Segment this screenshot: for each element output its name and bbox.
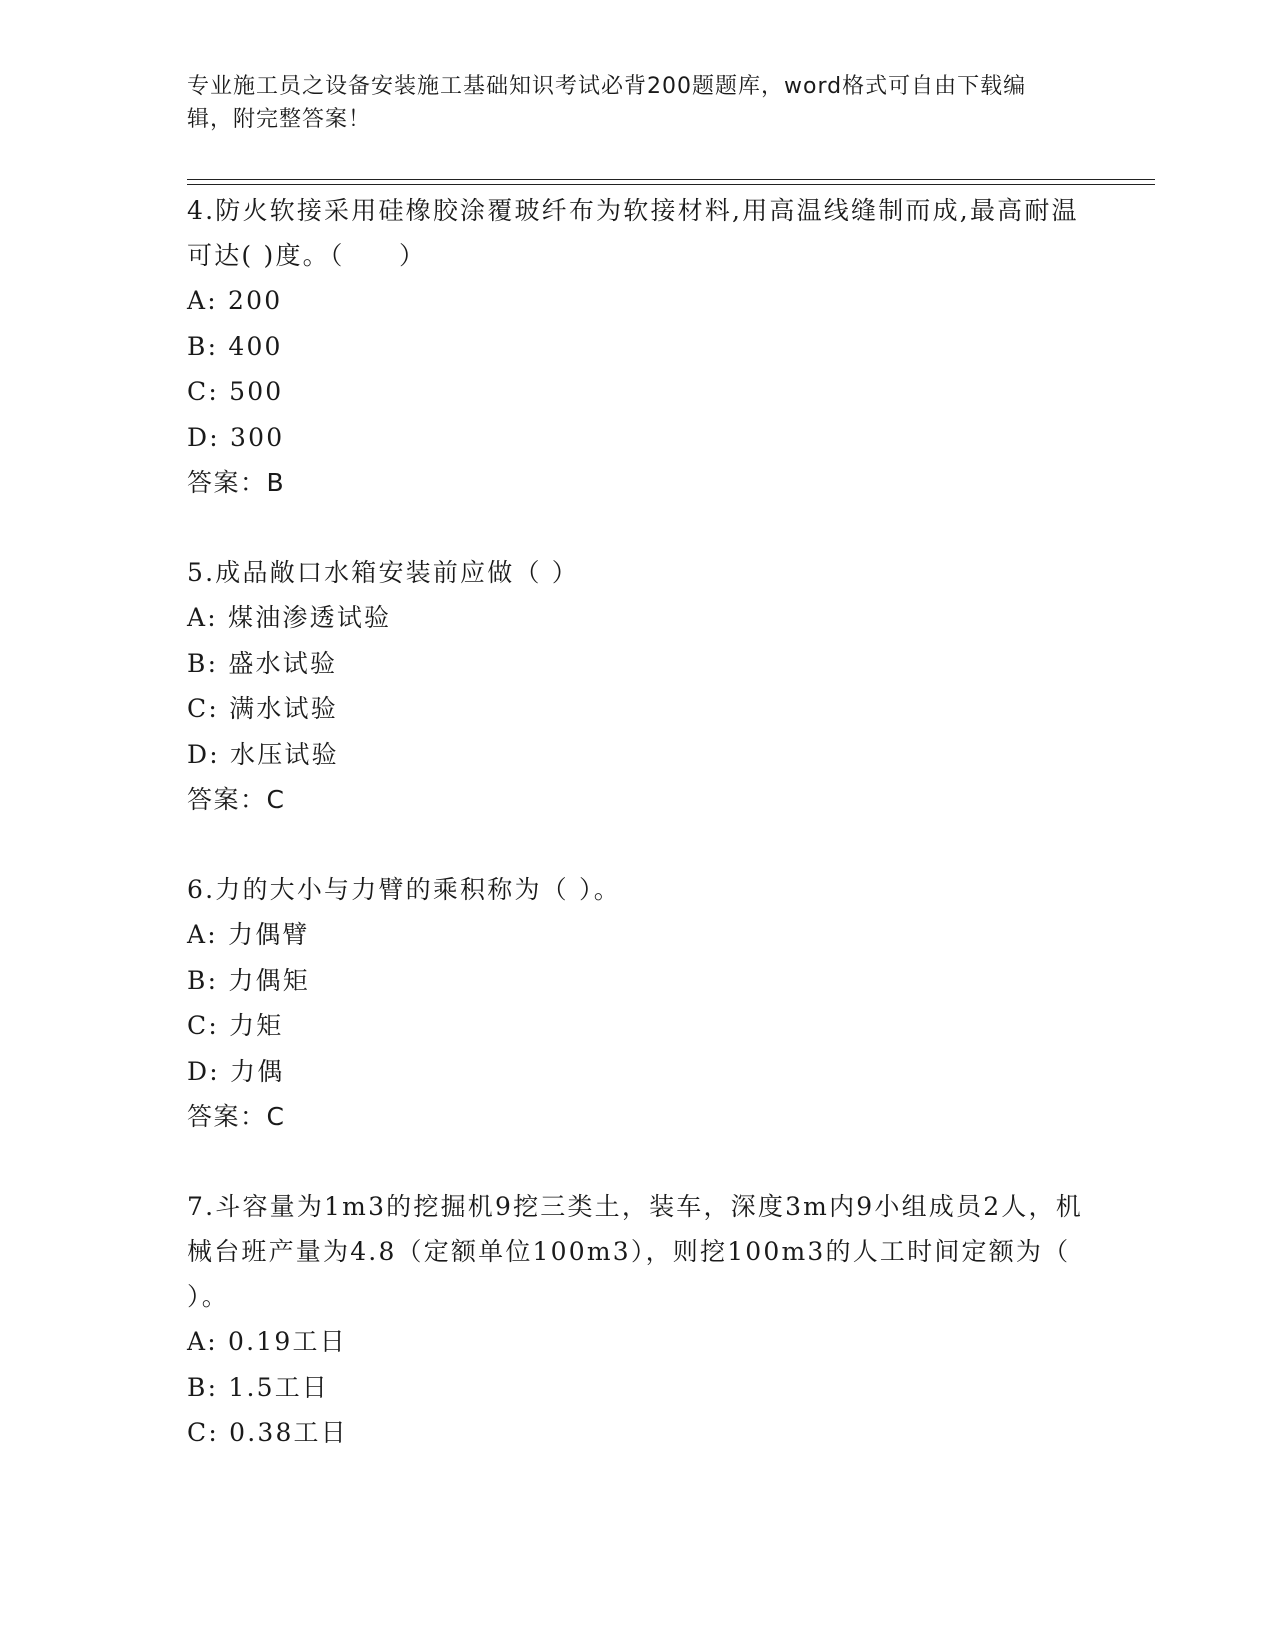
document-header: 专业施工员之设备安装施工基础知识考试必背200题题库，word格式可自由下载编辑，附完整答案！ [187,74,1027,132]
question-item [187,867,1087,1139]
question-item [187,188,1087,505]
option-a: A: 0.19工日 [187,1327,347,1356]
option-a: A: 力偶臂 [187,920,310,949]
option-a: A: 200 [187,286,283,315]
header-rule-bottom [187,184,1155,185]
option-d: D: 300 [187,422,285,452]
option-b: B: 盛水试验 [187,648,338,678]
option-a: A: 煤油渗透试验 [187,603,392,632]
option-c: C: 满水试验 [187,694,338,723]
option-b: B: 1.5工日 [187,1372,330,1402]
option-c: C: 0.38工日 [187,1418,348,1447]
option-d: D: 力偶 [187,1056,285,1086]
option-b: B: 400 [187,331,283,361]
question-item [187,1184,1087,1456]
option-c: C: 500 [187,377,284,406]
header-rule-top [187,179,1155,180]
question-list [187,188,1087,1456]
question-stem: 6.力的大小与力臂的乘积称为（ ）。 [187,875,621,904]
question-stem: 5.成品敞口水箱安装前应做（ ） [187,558,580,587]
option-c: C: 力矩 [187,1011,284,1040]
answer-line: 答案：C [187,1102,286,1131]
question-stem: 7.斗容量为1m3的挖掘机9挖三类土，装车，深度3m内9小组成员2人，机械台班产量为4.8（定额单位100m3），则挖100m3的人工时间定额为（ ）。 [187,1192,1083,1311]
answer-line: 答案：C [187,785,286,814]
option-d: D: 水压试验 [187,739,339,769]
question-stem: 4.防火软接采用硅橡胶涂覆玻纤布为软接材料,用高温线缝制而成,最高耐温可达( )度。（ ） [187,196,1079,270]
option-b: B: 力偶矩 [187,965,310,995]
answer-line: 答案：B [187,468,286,497]
question-item [187,550,1087,822]
